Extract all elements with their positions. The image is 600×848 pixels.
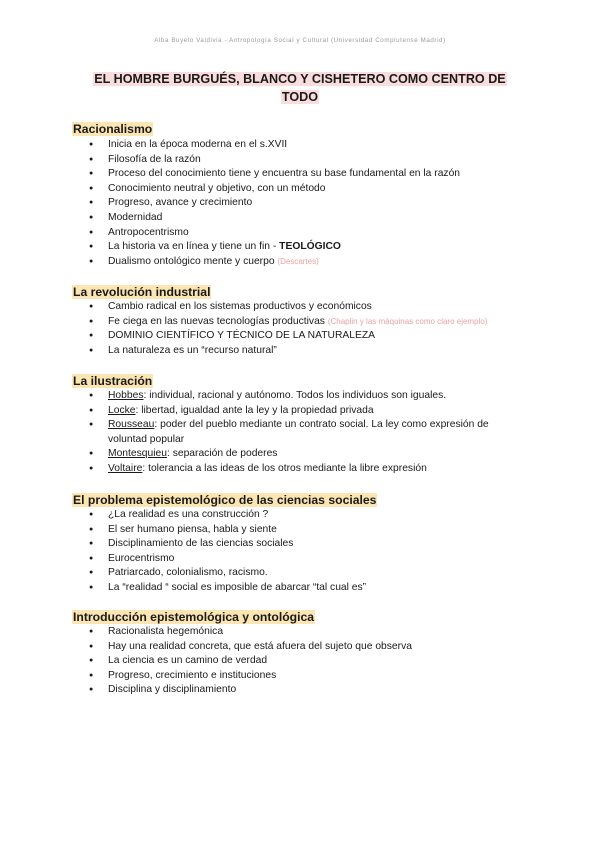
list-ilustracion: [0, 389, 600, 477]
list-item: [0, 240, 600, 255]
list-item: [0, 389, 600, 404]
list-revolucion-industrial: [0, 300, 600, 358]
document-header-note: Alba Buyelo Valdivia - Antropología Social y Cultural (Universidad Complutense Madrid): [154, 37, 446, 44]
list-item: [0, 315, 600, 330]
list-item: [0, 418, 600, 447]
section-heading-text: La revolución industrial: [73, 285, 211, 299]
item-note: (Chaplin y las máquinas como claro ejemplo): [327, 316, 488, 326]
list-item: ● Modernidad: [0, 211, 600, 226]
list-item: ● Patriarcado, colonialismo, racismo.: [0, 566, 600, 581]
list-item: ● La “realidad “ social es imposible de abarcar “tal cual es”: [0, 581, 600, 596]
list-item: ● Cambio radical en los sistemas productivos y económicos: [0, 300, 600, 315]
section-heading-text: Racionalismo: [73, 122, 153, 136]
title-line-2: TODO: [281, 90, 319, 104]
list-item: ● DOMINIO CIENTÍFICO Y TÉCNICO DE LA NATURALEZA: [0, 329, 600, 344]
item-text: : libertad, igualdad ante la ley y la propiedad privada: [135, 404, 374, 416]
section-heading-revolucion-industrial: [72, 285, 211, 300]
item-text: : poder del pueblo mediante un contrato social. La ley como expresión de voluntad popular: [108, 419, 489, 445]
list-item: ● Racionalista hegemónica: [0, 625, 600, 640]
list-problema-epistemologico: [0, 508, 600, 596]
list-item: ● Progreso, crecimiento e instituciones: [0, 669, 600, 684]
list-item: ● Antropocentrismo: [0, 226, 600, 241]
list-item: ● La ciencia es un camino de verdad: [0, 654, 600, 669]
item-text: : tolerancia a las ideas de los otros mediante la libre expresión: [142, 462, 427, 474]
page-title: [70, 70, 530, 106]
list-item: [0, 255, 600, 270]
list-item: ● Inicia en la época moderna en el s.XVII: [0, 138, 600, 153]
section-heading-text: La ilustración: [73, 374, 153, 388]
item-text: La historia va en línea y tiene un fin -: [108, 241, 280, 253]
list-item: ● Filosofía de la razón: [0, 153, 600, 168]
section-heading-text: El problema epistemológico de las ciencias sociales: [73, 493, 377, 507]
list-item: ● Disciplinamiento de las ciencias sociales: [0, 537, 600, 552]
item-text: : individual, racional y autónomo. Todos los individuos son iguales.: [143, 390, 447, 401]
section-heading-introduccion-epistemologica: [72, 610, 315, 625]
section-heading-text: Introducción epistemológica y ontológica: [73, 610, 315, 624]
item-text: Dualismo ontológico mente y cuerpo: [108, 255, 278, 267]
list-item: ● La naturaleza es un “recurso natural”: [0, 344, 600, 359]
item-bold-text: TEOLÓGICO: [279, 241, 341, 253]
list-introduccion-epistemologica: [0, 625, 600, 698]
author-name: Montesquieu: [108, 448, 167, 460]
item-text: Fe ciega en las nuevas tecnologías productivas: [108, 315, 328, 327]
list-item: ● Hay una realidad concreta, que está afuera del sujeto que observa: [0, 640, 600, 655]
list-item: ● Conocimiento neutral y objetivo, con un método: [0, 182, 600, 197]
author-name: Hobbes: [108, 390, 144, 401]
item-text: : separación de poderes: [166, 448, 278, 460]
item-note: (Descartes): [277, 256, 319, 266]
list-item: ● El ser humano piensa, habla y siente: [0, 523, 600, 538]
list-item: ● ¿La realidad es una construcción ?: [0, 508, 600, 523]
author-name: Voltaire: [108, 462, 143, 474]
author-name: Rousseau: [108, 419, 155, 431]
section-heading-ilustracion: [72, 374, 153, 389]
list-item: ● Progreso, avance y crecimiento: [0, 196, 600, 211]
author-name: Locke: [108, 404, 136, 416]
list-item: ● Disciplina y disciplinamiento: [0, 683, 600, 698]
list-item: [0, 462, 600, 477]
section-heading-problema-epistemologico: [72, 493, 377, 508]
list-item: ● Proceso del conocimiento tiene y encuentra su base fundamental en la razón: [0, 167, 600, 182]
title-line-1: EL HOMBRE BURGUÉS, BLANCO Y CISHETERO COMO CENTRO DE: [94, 72, 506, 86]
list-item: [0, 404, 600, 419]
list-racionalismo: [0, 138, 600, 269]
list-item: [0, 447, 600, 462]
list-item: ● Eurocentrismo: [0, 552, 600, 567]
section-heading-racionalismo: [72, 122, 153, 137]
